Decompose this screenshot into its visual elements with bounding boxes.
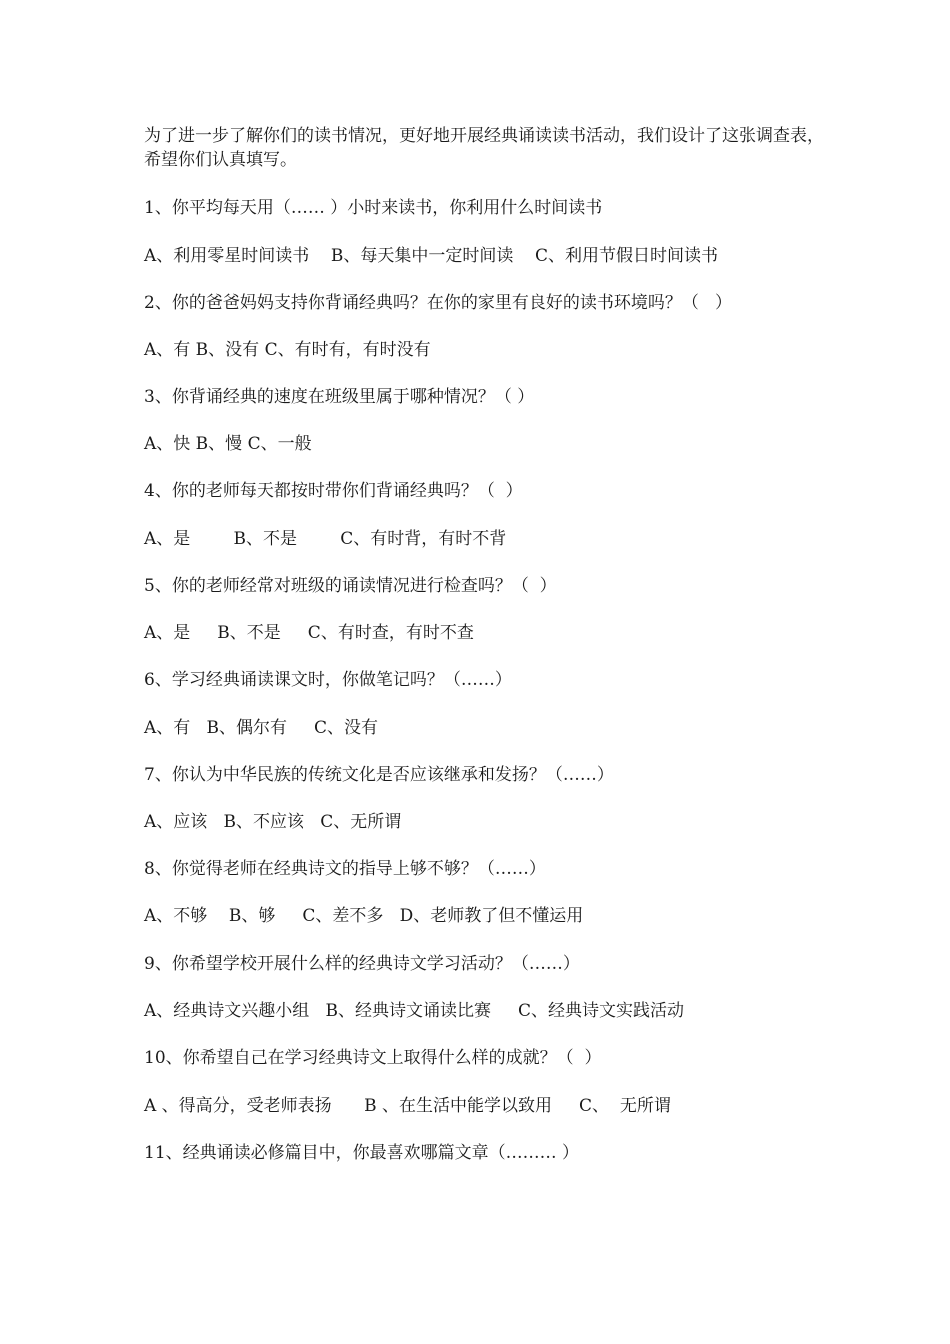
question-6: 6、学习经典诵读课文时，你做笔记吗？（……） xyxy=(144,670,512,690)
options-6: A、有 B、偶尔有 C、没有 xyxy=(144,718,379,738)
question-7: 7、你认为中华民族的传统文化是否应该继承和发扬？（……） xyxy=(144,765,614,785)
options-2: A、有 B、没有 C、有时有，有时没有 xyxy=(144,340,431,360)
question-3: 3、你背诵经典的速度在班级里属于哪种情况？（ ） xyxy=(144,387,535,407)
options-4: A、是 B、不是 C、有时背，有时不背 xyxy=(144,529,507,549)
options-1: A、利用零星时间读书 B、每天集中一定时间读 C、利用节假日时间读书 xyxy=(144,246,719,266)
options-5: A、是 B、不是 C、有时查，有时不查 xyxy=(144,623,474,643)
question-10: 10、你希望自己在学习经典诗文上取得什么样的成就？（ ） xyxy=(144,1048,602,1068)
question-11: 11、经典诵读必修篇目中，你最喜欢哪篇文章（……… ） xyxy=(144,1143,580,1163)
options-3: A、快 B、慢 C、一般 xyxy=(144,434,312,454)
options-8: A、不够 B、够 C、差不多 D、老师教了但不懂运用 xyxy=(144,906,584,926)
options-10: A 、得高分，受老师表扬 B 、在生活中能学以致用 C、 无所谓 xyxy=(144,1096,671,1116)
options-9: A、经典诗文兴趣小组 B、经典诗文诵读比赛 C、经典诗文实践活动 xyxy=(144,1001,685,1021)
question-1: 1、你平均每天用（…… ）小时来读书，你利用什么时间读书 xyxy=(144,198,603,218)
question-5: 5、你的老师经常对班级的诵读情况进行检查吗？（ ） xyxy=(144,576,557,596)
options-7: A、应该 B、不应该 C、无所谓 xyxy=(144,812,402,832)
question-2: 2、你的爸爸妈妈支持你背诵经典吗？在你的家里有良好的读书环境吗？（ ） xyxy=(144,293,733,313)
question-8: 8、你觉得老师在经典诗文的指导上够不够？（……） xyxy=(144,859,546,879)
survey-intro: 为了进一步了解你们的读书情况，更好地开展经典诵读读书活动，我们设计了这张调查表，希望你们认真填写。 xyxy=(144,126,824,170)
question-4: 4、你的老师每天都按时带你们背诵经典吗？（ ） xyxy=(144,481,523,501)
question-9: 9、你希望学校开展什么样的经典诗文学习活动？（……） xyxy=(144,954,580,974)
